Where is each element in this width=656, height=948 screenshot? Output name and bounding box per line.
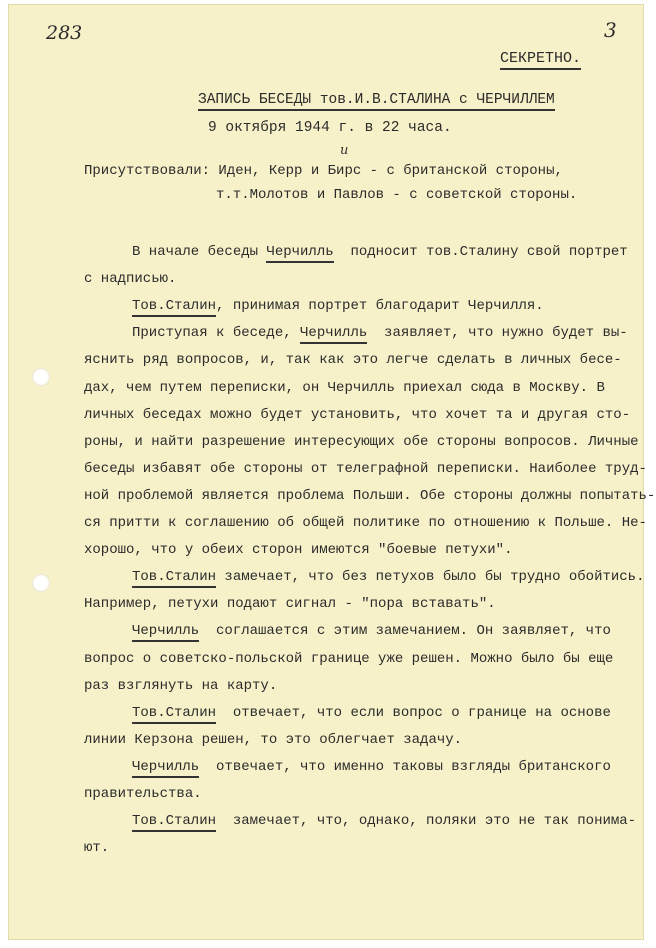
body-text-segment: линии Керзона решен, то это облегчает задачу.	[84, 731, 463, 748]
body-line	[84, 542, 512, 558]
punch-hole	[32, 368, 50, 386]
body-line	[84, 407, 630, 423]
body-text-segment: отвечает, что если вопрос о границе на основе	[216, 704, 611, 721]
body-line	[84, 380, 605, 396]
body-text-segment: замечает, что, однако, поляки это не так понима-	[216, 813, 637, 830]
body-line	[132, 705, 611, 721]
body-text-segment: вопрос о советско-польской границе уже решен. Можно было бы еще	[84, 650, 614, 667]
body-text-segment: заявляет, что нужно будет вы-	[367, 325, 628, 342]
body-text-segment: роны, и найти разрешение интересующих обе стороны вопросов. Личные	[84, 433, 639, 450]
speaker-name: Тов.Сталин	[132, 569, 216, 588]
body-text-segment: , принимая портрет благодарит Черчилля.	[216, 298, 544, 315]
handwritten-insertion: и	[340, 143, 349, 158]
speaker-name: Черчилль	[266, 244, 333, 263]
body-line	[84, 732, 462, 748]
punch-hole	[32, 574, 50, 592]
body-line	[132, 325, 628, 341]
body-text-segment: подносит тов.Сталину свой портрет	[333, 244, 628, 260]
body-line	[84, 840, 109, 856]
body-text-segment: раз взглянуть на карту.	[84, 677, 278, 694]
speaker-name: Тов.Сталин	[132, 813, 216, 832]
attendees-line-2: т.т.Молотов и Павлов - с советской стороны.	[216, 187, 578, 203]
classification-stamp	[500, 50, 581, 67]
document-title-text: ЗАПИСЬ БЕСЕДЫ тов.И.В.СТАЛИНА с ЧЕРЧИЛЛЕМ	[198, 92, 555, 111]
attendees-line-1: Присутствовали: Иден, Керр и Бирс - с британской стороны,	[84, 163, 563, 179]
body-line	[84, 352, 622, 368]
body-text-segment: яснить ряд вопросов, и, так как это легче сделать в личных бесе-	[84, 352, 622, 369]
body-text-segment: ся притти к соглашению об общей политике по отношению к Польше. Не-	[84, 515, 647, 531]
body-text-segment: правительства.	[84, 786, 202, 802]
speaker-name: Черчилль	[132, 759, 199, 778]
body-text-segment: беседы избавят обе стороны от телеграфной переписки. Наиболее труд-	[84, 460, 647, 477]
document-date: 9 октября 1944 г. в 22 часа.	[208, 120, 452, 136]
body-text-segment: ной проблемой является проблема Польши. Обе стороны должны попытать-	[84, 487, 656, 504]
body-text-segment: замечает, что без петухов было бы трудно обойтись.	[216, 569, 645, 586]
body-text-segment: ют.	[84, 840, 110, 857]
body-line	[84, 488, 655, 504]
speaker-name: Черчилль	[300, 325, 367, 344]
body-line	[84, 678, 277, 694]
body-text-segment: личных беседах можно будет установить, что хочет та и другая сто-	[84, 406, 631, 423]
body-text-segment: В начале беседы	[132, 244, 267, 260]
body-text-segment: с надписью.	[84, 271, 177, 288]
body-line	[84, 515, 647, 531]
body-text-segment: дах, чем путем переписки, он Черчилль приехал сюда в Москву. В	[84, 379, 605, 396]
body-line	[84, 461, 647, 477]
speaker-name: Черчилль	[132, 623, 199, 642]
body-line	[132, 759, 611, 775]
body-line	[84, 271, 176, 287]
speaker-name: Тов.Сталин	[132, 298, 216, 317]
speaker-name: Тов.Сталин	[132, 705, 216, 724]
body-text-segment: хорошо, что у обеих сторон имеются "боевые петухи".	[84, 542, 513, 559]
body-line	[132, 569, 645, 585]
classification-text: СЕКРЕТНО.	[500, 50, 581, 70]
body-line	[132, 813, 636, 829]
archive-number: 283	[46, 22, 83, 44]
body-text-segment: Приступая к беседе,	[132, 325, 301, 342]
body-text-segment: Например, петухи подают сигнал - "пора вставать".	[84, 596, 496, 613]
page-number: 3	[604, 18, 617, 42]
body-line	[132, 298, 544, 314]
body-line	[84, 651, 613, 667]
document-title	[198, 92, 555, 108]
body-line	[84, 434, 639, 450]
body-line	[84, 786, 202, 802]
body-line	[132, 244, 628, 260]
body-line	[132, 623, 611, 639]
body-line	[84, 596, 496, 612]
body-text-segment: соглашается с этим замечанием. Он заявляет, что	[199, 623, 611, 640]
body-text-segment: отвечает, что именно таковы взгляды британского	[199, 758, 611, 775]
